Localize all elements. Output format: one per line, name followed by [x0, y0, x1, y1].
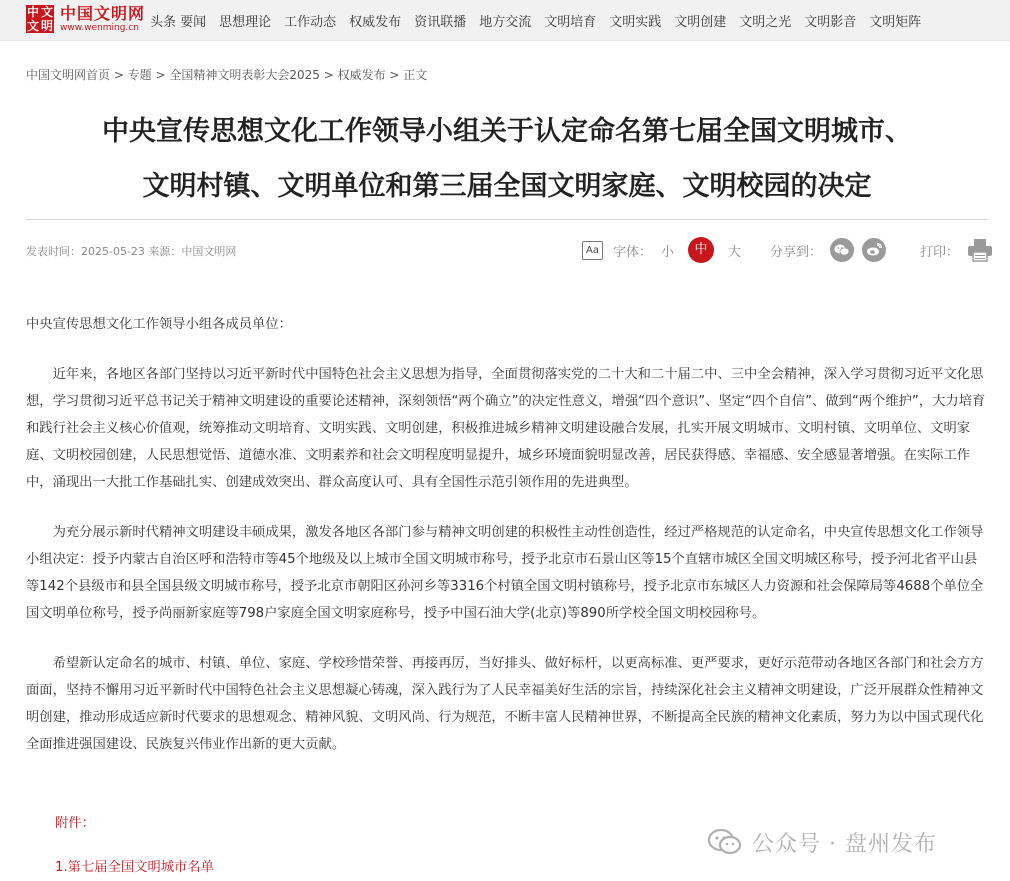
main-nav [150, 0, 934, 40]
print-bar [920, 237, 993, 263]
nav-item-civilization-light[interactable]: 文明之光 [739, 14, 792, 30]
top-navigation-bar [0, 0, 1010, 41]
title-divider [26, 219, 988, 220]
site-logo[interactable] [26, 3, 145, 35]
font-size-small-button[interactable]: 小 [661, 244, 675, 260]
nav-item-civilization-matrix[interactable]: 文明矩阵 [869, 14, 922, 30]
share-bar [770, 237, 886, 263]
article-paragraph: 为充分展示新时代精神文明建设丰硕成果，激发各地区各部门参与精神文明创建的积极性主动性创造性，经过严格规范的认定命名，中央宣传思想文化工作领导小组决定：授予内蒙古自治区呼和浩特市等45个地级及以上城市全国文明城市称号，授予北京市石景山区等15个直辖市城区全国文明城区称号，授予河北省平山县等142个县级市和县全国县级文明城市称号，授予北京市朝阳区孙河乡等3316个村镇全国文明村镇称号，授予北京市东城区人力资源和社会保障局等4688个单位全国文明单位称号，授予尚丽新家庭等798户家庭全国文明家庭称号，授予中国石油大学(北京)等890所学校全国文明校园称号。 [26, 525, 984, 621]
publish-meta: 发表时间：2025-05-23 来源：中国文明网 [26, 245, 237, 258]
font-size-icon: Aa [582, 241, 603, 260]
print-label: 打印： [920, 244, 960, 260]
attachments-label: 附件： [55, 816, 95, 831]
nav-item-theory[interactable]: 思想理论 [219, 14, 272, 30]
share-label: 分享到： [770, 244, 823, 260]
logo-site-name: 中国文明网 [60, 3, 146, 23]
nav-item-civilization-creation[interactable]: 文明创建 [674, 14, 727, 30]
logo-char: 明 [40, 19, 53, 33]
nav-item-news-broadcast[interactable]: 资讯联播 [414, 14, 467, 30]
wechat-watermark [708, 822, 937, 862]
font-size-large-button[interactable]: 大 [728, 244, 742, 260]
printer-icon[interactable] [967, 238, 993, 262]
logo-emblem [26, 5, 54, 33]
article-salutation: 中央宣传思想文化工作领导小组各成员单位： [26, 317, 292, 332]
nav-item-civilization-practice[interactable]: 文明实践 [609, 14, 662, 30]
nav-item-local-exchange[interactable]: 地方交流 [479, 14, 532, 30]
breadcrumb[interactable]: 中国文明网首页 > 专题 > 全国精神文明表彰大会2025 > 权威发布 > 正文 [26, 68, 428, 82]
wechat-watermark-icon [708, 828, 742, 856]
logo-char: 文 [26, 19, 39, 33]
article-title-line: 文明村镇、文明单位和第三届全国文明家庭、文明校园的决定 [142, 171, 872, 202]
article-title-line: 中央宣传思想文化工作领导小组关于认定命名第七届全国文明城市、 [102, 116, 912, 147]
logo-site-url: www.wenming.cn [60, 22, 139, 33]
nav-item-civilization-media[interactable]: 文明影音 [804, 14, 857, 30]
logo-char: 中 [26, 5, 39, 19]
article-title [26, 104, 988, 214]
font-size-control [582, 236, 750, 264]
weibo-share-icon[interactable] [862, 238, 886, 262]
logo-char: 文 [40, 5, 53, 19]
article-body [26, 311, 988, 781]
article-paragraph: 近年来，各地区各部门坚持以习近平新时代中国特色社会主义思想为指导，全面贯彻落实党的二十大和二十届二中、三中全会精神，深入学习贯彻习近平文化思想，学习贯彻习近平总书记关于精神文明建设的重要论述精神，深刻领悟“两个确立”的决定性意义，增强“四个意识”、坚定“四个自信”、做到“两个维护”，大力培育和践行社会主义核心价值观，统筹推动文明培育、文明实践、文明创建，积极推进城乡精神文明建设融合发展，扎实开展文明城市、文明村镇、文明单位、文明家庭、文明校园创建，人民思想觉悟、道德水准、文明素养和社会文明程度明显提升，城乡环境面貌明显改善，居民获得感、幸福感、安全感显著增强。在实际工作中，涌现出一大批工作基础扎实、创建成效突出、群众高度认可、具有全国性示范引领作用的先进典型。 [26, 367, 986, 490]
watermark-text: 公众号 · 盘州发布 [752, 831, 937, 857]
wechat-share-icon[interactable] [830, 238, 854, 262]
nav-item-official-releases[interactable]: 权威发布 [349, 14, 402, 30]
nav-item-civilization-cultivation[interactable]: 文明培育 [544, 14, 597, 30]
nav-item-work-news[interactable]: 工作动态 [284, 14, 337, 30]
font-size-medium-button[interactable]: 中 [688, 237, 714, 263]
font-size-label: 字体： [613, 244, 653, 260]
article-paragraph: 希望新认定命名的城市、村镇、单位、家庭、学校珍惜荣誉、再接再厉，当好排头、做好标杆，以更高标准、更严要求，更好示范带动各地区各部门和社会方方面面，坚持不懈用习近平新时代中国特色社会主义思想凝心铸魂，深入践行为了人民幸福美好生活的宗旨，持续深化社会主义精神文明建设，广泛开展群众性精神文明创建，推动形成适应新时代要求的思想观念、精神风貌、文明风尚、行为规范，不断丰富人民精神世界，不断提高全民族的精神文化素质，努力为以中国式现代化全面推进强国建设、民族复兴伟业作出新的更大贡献。 [26, 656, 984, 752]
nav-item-headlines[interactable]: 头条 要闻 [150, 14, 207, 30]
attachment-link[interactable]: 1.第七届全国文明城市名单 [55, 860, 214, 875]
